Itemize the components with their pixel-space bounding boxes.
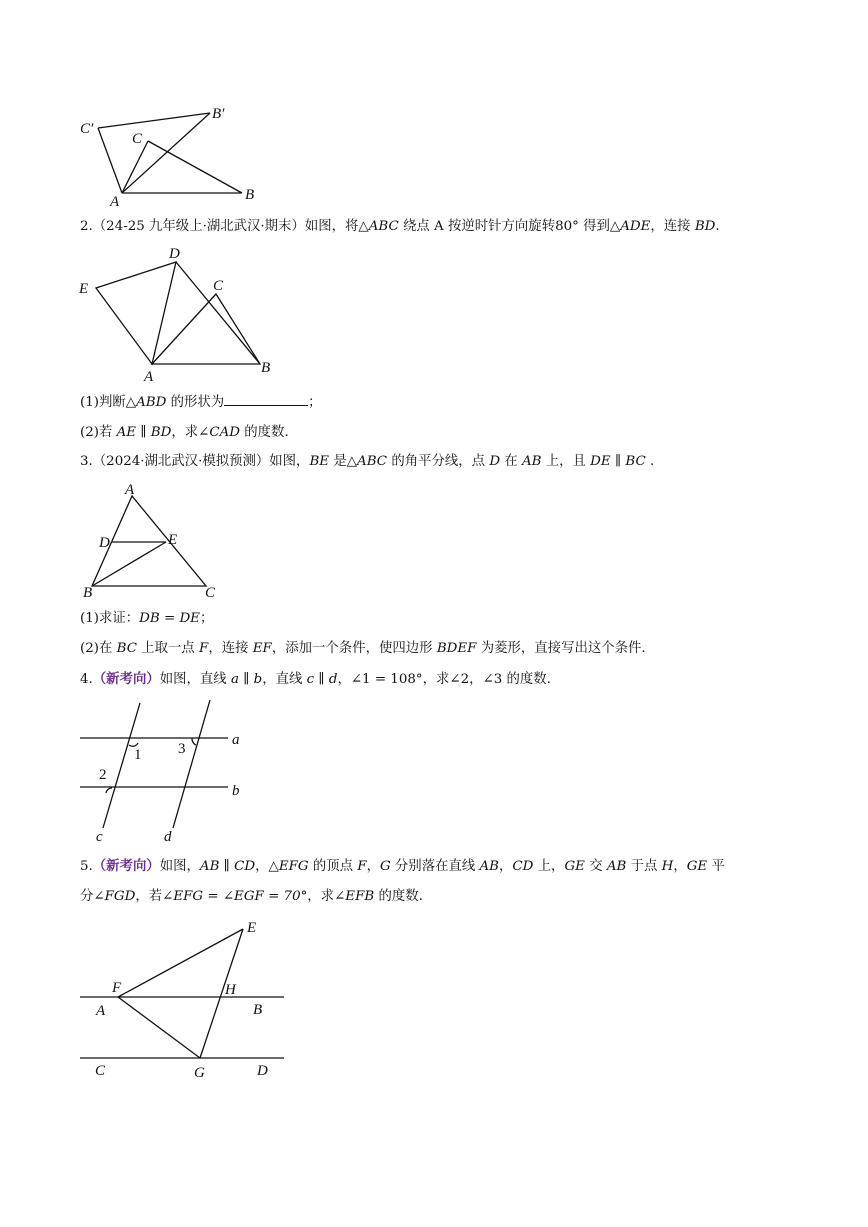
label-e: E: [247, 920, 257, 936]
q5-angle-efb: ∠EFB: [334, 889, 375, 904]
label-1: 1: [134, 747, 142, 763]
q3-part2-text: ，连接: [208, 641, 253, 656]
triangle-abc: [152, 294, 260, 364]
segment-a-bprime: [122, 113, 210, 193]
q3-part2-text: 上取一点: [136, 641, 200, 656]
q3-bc: BC: [625, 454, 646, 469]
label-f: F: [112, 980, 122, 996]
figure-3-triangle: [70, 478, 230, 608]
q2-part-2: [80, 424, 289, 442]
q5-ge: GE: [564, 859, 585, 874]
q3-part2-text: ，添加一个条件，使四边形: [271, 641, 437, 656]
triangle-symbol: △: [125, 395, 137, 410]
q5-ab: AB: [606, 859, 627, 874]
q2-text: 绕点 A 按逆时针方向旋转: [398, 219, 556, 234]
label-b: B: [83, 585, 93, 601]
q4-text: 的度数.: [502, 672, 551, 687]
label-d: D: [99, 535, 110, 551]
q3-number: 3.: [80, 454, 93, 469]
q2-bd: BD: [150, 425, 172, 440]
label-e: E: [79, 281, 89, 297]
q3-text: 的角平分线，点: [387, 454, 490, 469]
parallel-symbol: ∥: [136, 425, 151, 440]
label-d: D: [257, 1063, 268, 1079]
label-a: A: [144, 369, 154, 385]
angle-3-arc: [192, 738, 196, 745]
segment-cprime-bprime: [98, 113, 210, 128]
q3-equation: DB = DE: [139, 611, 200, 626]
q2-part2-text: 的度数.: [240, 425, 289, 440]
answer-blank[interactable]: [224, 393, 308, 406]
q3-part-2: [80, 640, 646, 658]
q3-f: F: [199, 641, 209, 656]
q3-part-1: [80, 610, 213, 628]
q2-ade: ADE: [620, 219, 651, 234]
q3-ab: AB: [521, 454, 542, 469]
label-a: a: [232, 732, 240, 748]
angle-1-arc: [129, 743, 138, 746]
q2-ae: AE: [116, 425, 137, 440]
q2-statement: [80, 218, 720, 236]
segment-a-c: [122, 141, 148, 193]
label-a: A: [125, 482, 135, 498]
q2-abd: ABD: [136, 395, 167, 410]
line-d: [173, 700, 210, 828]
label-3: 3: [178, 741, 186, 757]
q4-angle-3: ∠3: [482, 672, 503, 687]
q5-statement-line-1: [80, 857, 725, 876]
q2-angle: 80°: [555, 219, 579, 234]
q5-text: 分别落在直线: [390, 859, 480, 874]
q5-ge: GE: [686, 859, 708, 874]
q2-source: （24-25 九年级上·湖北武汉·期末）: [92, 219, 305, 234]
triangle-symbol: △: [346, 454, 358, 469]
q5-angle-equation: ∠EFG = ∠EGF = 70°: [162, 889, 308, 904]
q3-ef: EF: [252, 641, 272, 656]
q3-part1-text: ；: [199, 611, 214, 626]
triangle-symbol: △: [609, 219, 621, 234]
q4-text: ，: [469, 672, 483, 687]
q4-text: 如图，直线: [159, 672, 231, 687]
q2-bd: BD: [694, 219, 716, 234]
q3-part2-text: 为菱形，直接写出这个条件.: [476, 641, 646, 656]
q5-text: ，: [673, 859, 687, 874]
q3-de: DE: [590, 454, 611, 469]
q3-source: （2024·湖北武汉·模拟预测）: [92, 454, 270, 469]
figure-5-parallel-triangle: [70, 910, 300, 1090]
label-b: B: [253, 1002, 263, 1018]
q2-angle-cad: ∠CAD: [198, 425, 241, 440]
q3-text: 如图，: [269, 454, 310, 469]
q2-part2-text: (2)若: [80, 425, 117, 440]
triangle-symbol: △: [268, 859, 279, 874]
q3-text: 在: [500, 454, 522, 469]
q2-part1-text: (1)判断: [80, 395, 126, 410]
label-a: A: [110, 194, 120, 210]
q2-part2-text: ，求: [171, 425, 199, 440]
label-g: G: [194, 1065, 205, 1081]
q5-text: 于点: [626, 859, 662, 874]
q5-efg: EFG: [278, 859, 309, 874]
q4-a-parallel-b: a ∥ b: [230, 672, 263, 687]
q2-abc: ABC: [368, 219, 399, 234]
triangle-symbol: △: [358, 219, 369, 234]
angle-2-arc: [106, 788, 112, 793]
q4-new-trend-tag: （新考向）: [92, 671, 160, 687]
label-c: C: [132, 131, 143, 147]
q5-g: G: [379, 859, 391, 874]
label-h: H: [225, 982, 236, 998]
q3-d: D: [489, 454, 501, 469]
q3-text: 上，且: [541, 454, 591, 469]
q3-statement: [80, 453, 654, 471]
label-b-prime: B′: [212, 106, 225, 122]
q2-part1-text: 的形状为: [166, 395, 225, 410]
q2-text: ，连接: [650, 219, 695, 234]
q5-text: 平: [707, 859, 725, 874]
q2-text: 如图，将: [304, 219, 359, 234]
q3-part2-text: (2)在: [80, 641, 117, 656]
q4-text: ，: [337, 672, 351, 687]
label-d: d: [164, 829, 172, 845]
q5-text: 分: [80, 889, 94, 904]
q3-abc: ABC: [357, 454, 388, 469]
q3-bc: BC: [116, 641, 137, 656]
q5-f: F: [357, 859, 367, 874]
q2-part1-text: ；: [308, 395, 322, 410]
q5-text: 的顶点: [308, 859, 358, 874]
label-b: B: [261, 360, 271, 376]
label-c: c: [96, 829, 103, 845]
q5-statement-line-2: [80, 888, 423, 906]
label-e: E: [168, 532, 178, 548]
q4-c-parallel-d: c ∥ d: [306, 672, 338, 687]
q5-ab: AB: [479, 859, 500, 874]
q4-number: 4.: [80, 672, 93, 687]
label-c-prime: C′: [80, 121, 94, 137]
q4-text: ，求: [422, 672, 450, 687]
q4-angle-1: ∠1 = 108°: [350, 672, 423, 687]
q4-statement: [80, 670, 551, 689]
label-b: B: [245, 187, 255, 203]
label-d: D: [169, 246, 180, 262]
q5-text: 上，: [533, 859, 565, 874]
q3-be: BE: [309, 454, 330, 469]
parallel-symbol: ∥: [610, 454, 626, 469]
q5-new-trend-tag: （新考向）: [92, 858, 160, 874]
q5-text: 交: [584, 859, 607, 874]
label-c: C: [95, 1063, 106, 1079]
figure-1-rotation: [70, 100, 280, 210]
q5-angle-fgd: ∠FGD: [93, 889, 136, 904]
q5-ab-parallel-cd: AB ∥ CD: [199, 859, 256, 874]
q2-part-1: [80, 393, 322, 412]
q5-text: 如图，: [159, 859, 200, 874]
segment-c-b: [148, 141, 242, 193]
q5-text: ，若: [135, 889, 163, 904]
q5-text: ，求: [307, 889, 335, 904]
q2-text: 得到: [578, 219, 610, 234]
label-c: C: [213, 278, 224, 294]
q5-text: 的度数.: [374, 889, 423, 904]
q5-cd: CD: [512, 859, 534, 874]
q4-angle-2: ∠2: [449, 672, 470, 687]
triangle-ade: [96, 262, 176, 364]
q5-text: ，: [499, 859, 513, 874]
segment-cprime-a: [98, 128, 122, 193]
line-c: [103, 703, 140, 828]
figure-4-parallel-lines: [70, 695, 260, 847]
q3-bdef: BDEF: [436, 641, 477, 656]
q5-h: H: [661, 859, 674, 874]
q2-text: .: [715, 219, 720, 234]
label-c: C: [205, 585, 216, 601]
q3-text: 是: [329, 454, 347, 469]
q3-part1-text: (1)求证：: [80, 611, 140, 626]
q5-text: ，: [366, 859, 380, 874]
q4-text: ，直线: [262, 672, 307, 687]
q3-text: .: [645, 454, 655, 469]
q2-number: 2.: [80, 219, 93, 234]
label-a: A: [96, 1003, 106, 1019]
label-b: b: [232, 783, 240, 799]
q5-number: 5.: [80, 859, 93, 874]
figure-2-rotation: [70, 240, 290, 390]
label-2: 2: [99, 767, 107, 783]
q5-text: ，: [255, 859, 269, 874]
segment-f-g: [118, 997, 200, 1058]
